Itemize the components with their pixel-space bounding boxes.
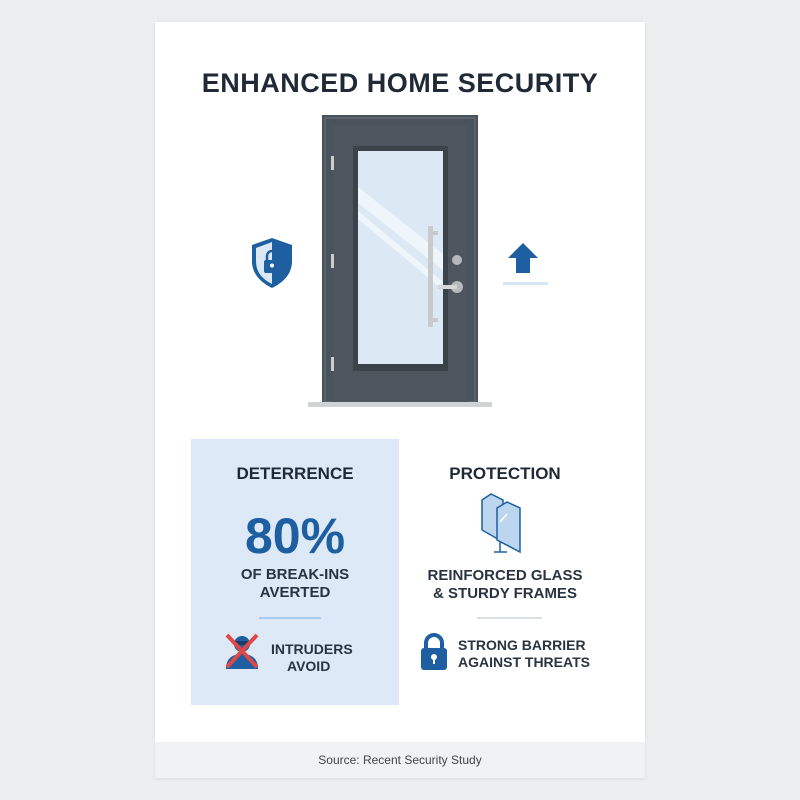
- protection-label-line1: REINFORCED GLASS: [427, 567, 583, 584]
- shield-lock-icon: [250, 237, 294, 289]
- barrier-note-line1: STRONG BARRIER: [458, 637, 586, 653]
- door-illustration: [305, 114, 495, 408]
- intruder-crossed-icon: [223, 632, 261, 670]
- deterrence-stat: 80%: [244, 508, 346, 564]
- reinforced-glass-icon: [477, 492, 527, 558]
- infographic-card: [155, 22, 645, 778]
- deterrence-heading: DETERRENCE: [236, 464, 354, 483]
- padlock-icon: [419, 632, 449, 672]
- protection-heading: PROTECTION: [449, 464, 561, 483]
- stat-label-line2: AVERTED: [259, 584, 331, 601]
- protection-label-line2: & STURDY FRAMES: [433, 585, 577, 602]
- page-title: ENHANCED HOME SECURITY: [201, 68, 599, 98]
- source-footer: Source: Recent Security Study: [155, 742, 645, 778]
- divider: [477, 617, 542, 619]
- intruders-note-line2: AVOID: [287, 658, 331, 674]
- stat-label-line1: OF BREAK-INS: [240, 566, 350, 583]
- divider: [259, 617, 321, 619]
- intruders-note-line1: INTRUDERS: [271, 641, 353, 657]
- barrier-note-line2: AGAINST THREATS: [458, 654, 590, 670]
- deterrence-panel: [191, 439, 399, 705]
- arrow-up-icon: [503, 240, 549, 288]
